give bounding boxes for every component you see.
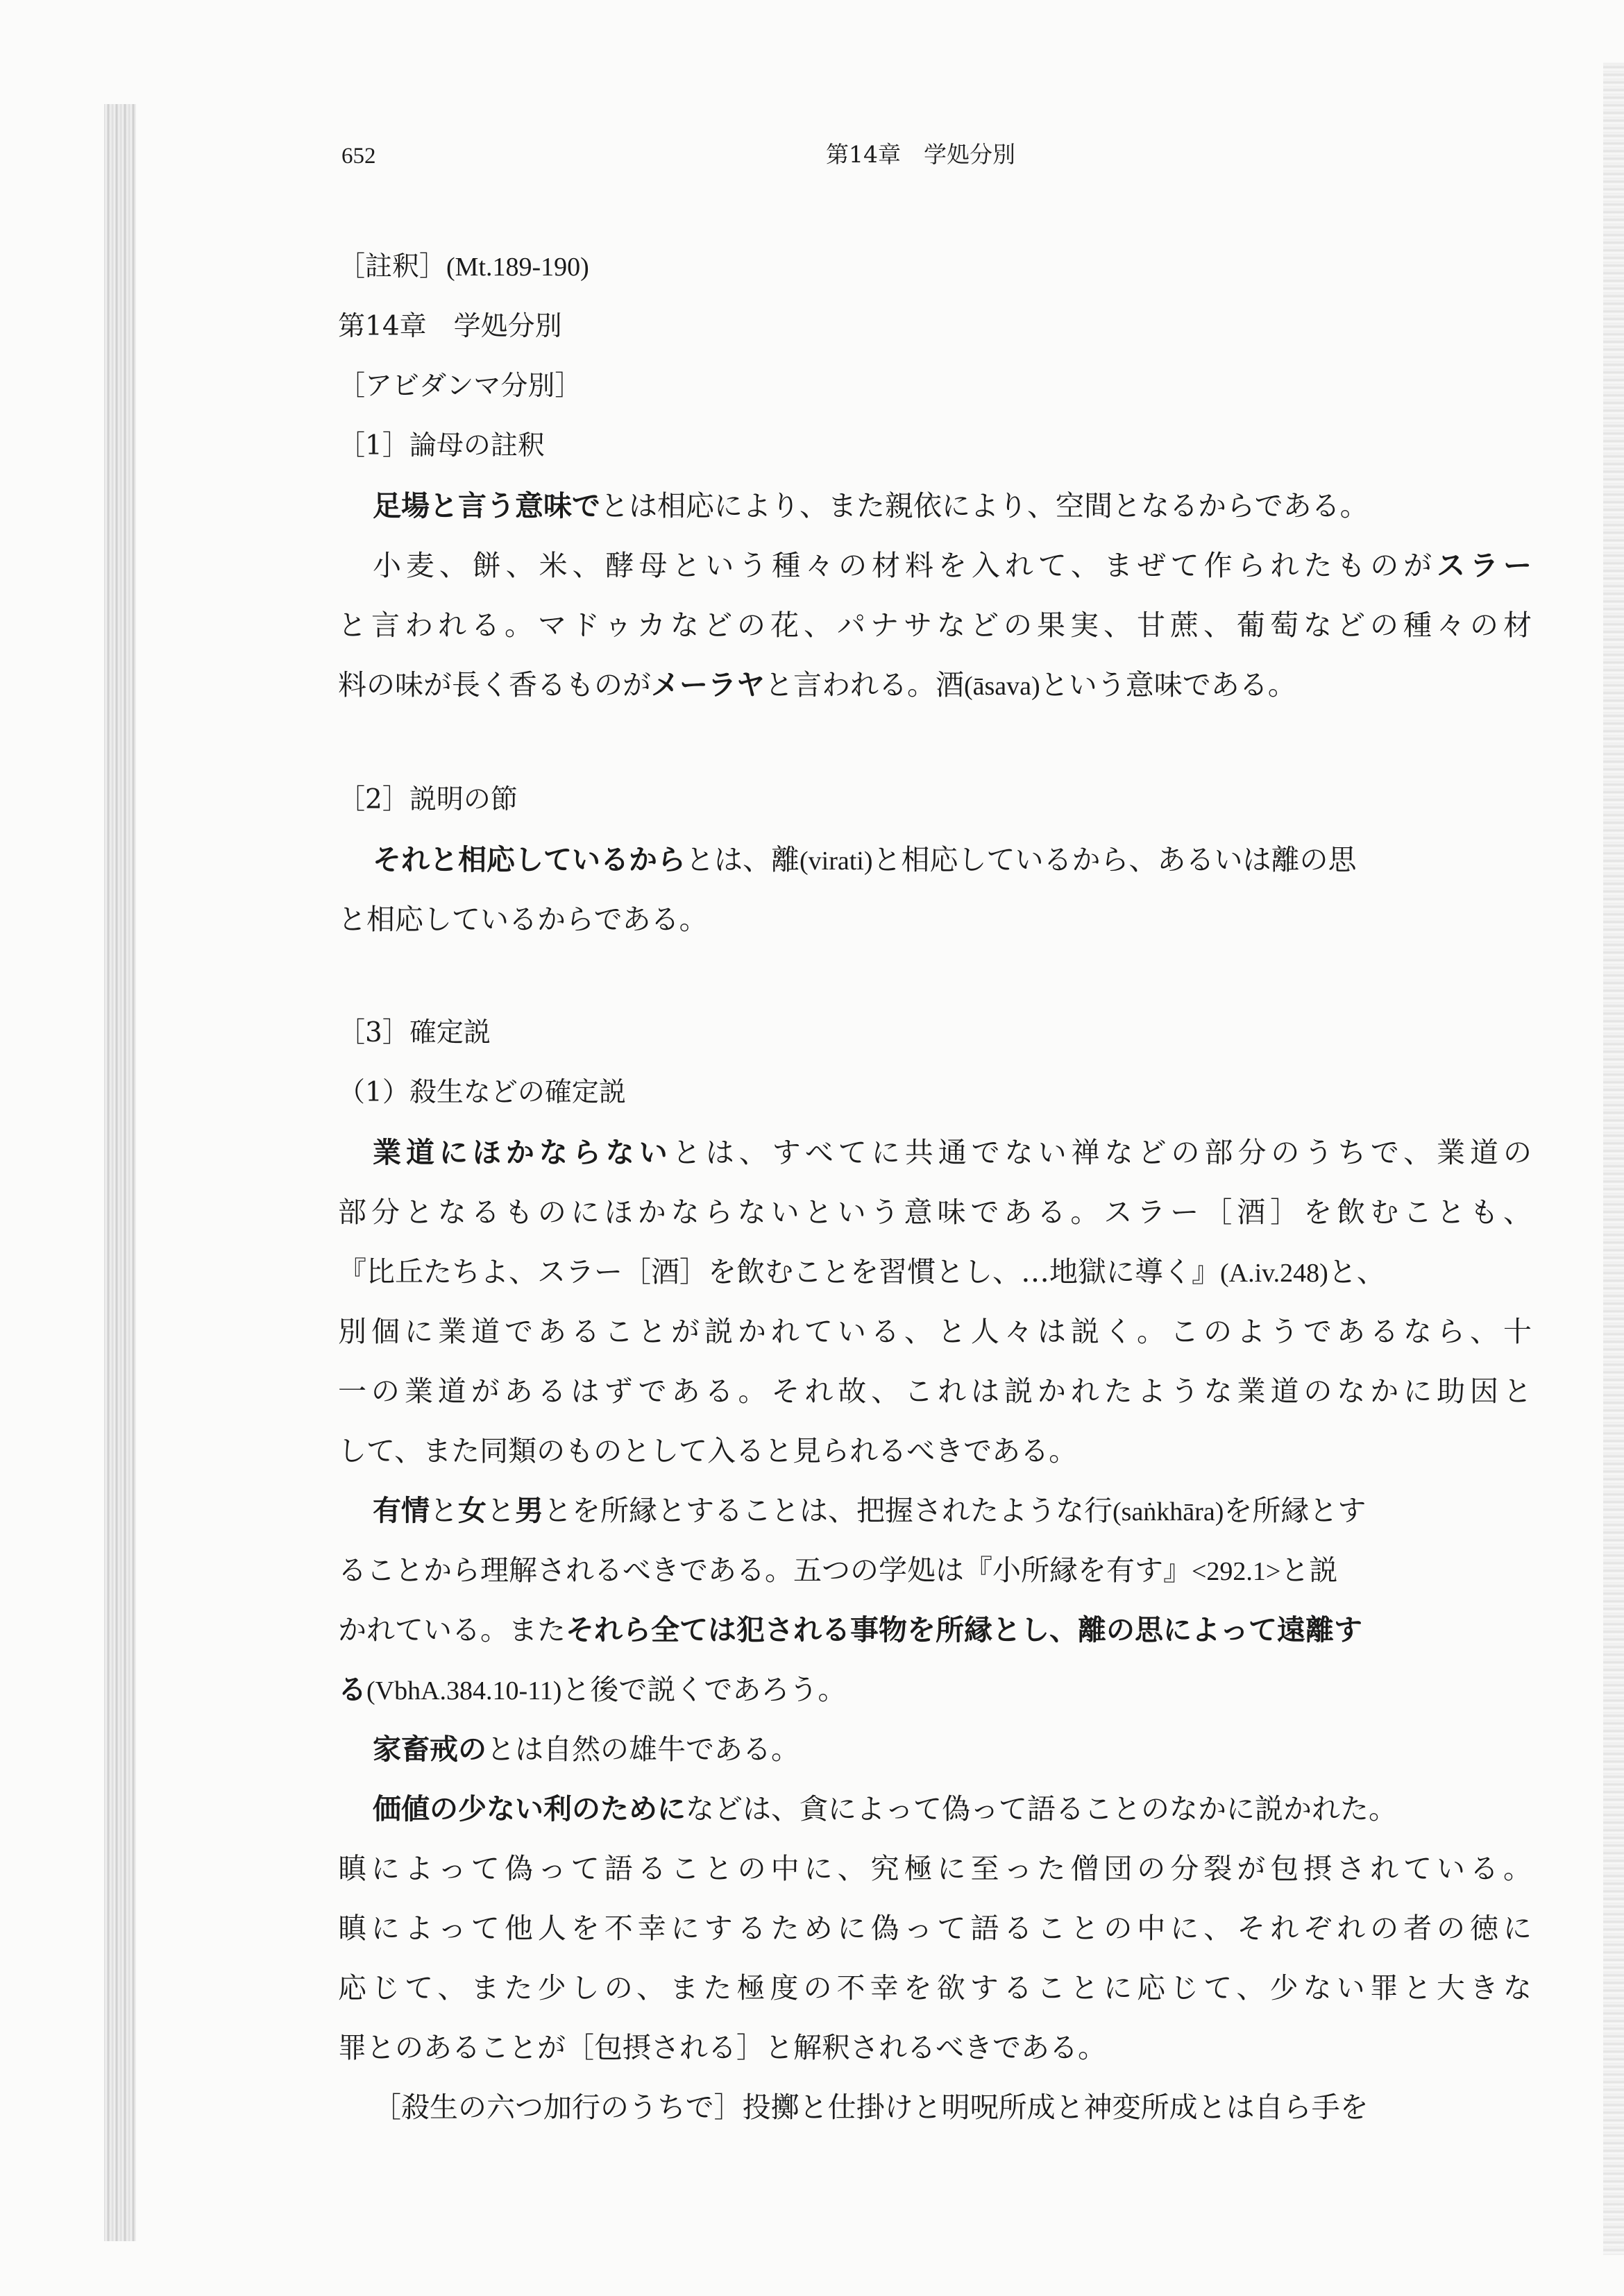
section2-heading: ［2］説明の節 bbox=[338, 784, 518, 815]
section3-para4-line1: 価値の少ない利のためになどは、貪によって偽って語ることのなかに説かれた。 bbox=[373, 1792, 1397, 1826]
section3-para1-line3: 『比丘たちよ、スラー［酒］を飲むことを習慣とし、…地獄に導く』(A.iv.248)と、 bbox=[338, 1255, 1385, 1289]
chapter-heading: 第14章 学処分別 bbox=[338, 311, 562, 342]
term: 業道にほかならない bbox=[373, 1136, 673, 1169]
term: スラー bbox=[1437, 549, 1532, 582]
section3-para1-line6: して、また同類のものとして入ると見られるべきである。 bbox=[338, 1434, 1078, 1468]
section1-para2-line2: と言われる。マドゥカなどの花、パナサなどの果実、甘蔗、葡萄などの種々の材 bbox=[338, 609, 1532, 642]
section3-para3: 家畜戒のとは自然の雄牛である。 bbox=[373, 1733, 800, 1766]
section1-heading: ［1］論母の註釈 bbox=[338, 430, 545, 461]
term: 男 bbox=[515, 1494, 543, 1527]
annotation-title bbox=[338, 237, 1532, 297]
section3-para1-line1: 業道にほかならないとは、すべてに共通でない禅などの部分のうちで、業道の bbox=[373, 1136, 1532, 1169]
term: 足場と言う意味で bbox=[373, 489, 600, 522]
section2-para1-line2: と相応しているからである。 bbox=[338, 903, 708, 936]
page-body bbox=[338, 237, 1532, 2137]
section3-heading: ［3］確定説 bbox=[338, 1017, 491, 1048]
section3-para2-line3: かれている。またそれら全ては犯される事物を所縁とし、離の思によって遠離す bbox=[338, 1613, 1362, 1647]
term: 家畜戒の bbox=[373, 1733, 487, 1766]
term: それら全ては犯される事物を所縁とし、離の思によって遠離す bbox=[566, 1613, 1362, 1647]
term: 有情 bbox=[373, 1494, 430, 1527]
term: メーラヤ bbox=[651, 668, 765, 701]
section1-para2-line1: 小麦、餅、米、酵母という種々の材料を入れて、まぜて作られたものがスラー bbox=[373, 549, 1532, 582]
term: る bbox=[338, 1673, 366, 1706]
term: それと相応しているから bbox=[373, 843, 686, 876]
section3-sub1-heading: （1）殺生などの確定説 bbox=[338, 1077, 626, 1108]
annotation-label: ［註釈］ bbox=[338, 251, 447, 282]
section3-para5-line1: ［殺生の六つ加行のうちで］投擲と仕掛けと明呪所成と神変所成とは自ら手を bbox=[373, 2091, 1369, 2124]
section1-para1: 足場と言う意味でとは相応により、また親依により、空間となるからである。 bbox=[373, 489, 1369, 522]
abhidhamma-heading: ［アビダンマ分別］ bbox=[338, 371, 582, 402]
section3-para2-line1: 有情と女と男とを所縁とすることは、把握されたような行(saṅkhāra)を所縁とす bbox=[373, 1494, 1367, 1527]
section3-para4-line5: 罪とのあることが［包摂される］と解釈されるべきである。 bbox=[338, 2031, 1106, 2064]
scan-edge-shadow bbox=[1603, 62, 1624, 2255]
scan-binding-shadow bbox=[104, 104, 136, 2241]
section3-para4-line3: 瞋によって他人を不幸にするために偽って語ることの中に、それぞれの者の徳に bbox=[338, 1912, 1532, 1945]
section3-para2-line4: る(VbhA.384.10-11)と後で説くであろう。 bbox=[338, 1673, 847, 1706]
spacer bbox=[338, 715, 1532, 770]
section3-para1-line2: 部分となるものにほかならないという意味である。スラー［酒］を飲むことも、 bbox=[338, 1196, 1532, 1229]
spacer bbox=[338, 949, 1532, 1003]
section3-para2-line2: ることから理解されるべきである。五つの学処は『小所縁を有す』<292.1>と説 bbox=[338, 1554, 1338, 1587]
section2-para1-line1: それと相応しているからとは、離(virati)と相応しているから、あるいは離の思 bbox=[373, 843, 1357, 876]
page-number: 652 bbox=[341, 144, 376, 169]
section1-para2-line3: 料の味が長く香るものがメーラヤと言われる。酒(āsava)という意味である。 bbox=[338, 668, 1296, 701]
section3-para4-line2: 瞋によって偽って語ることの中に、究極に至った僧団の分裂が包摂されている。 bbox=[338, 1852, 1532, 1885]
section3-para1-line4: 別個に業道であることが説かれている、と人々は説く。このようであるなら、十 bbox=[338, 1315, 1532, 1348]
running-header: 第14章 学処分別 bbox=[826, 141, 1015, 168]
term: 価値の少ない利のために bbox=[373, 1792, 686, 1826]
annotation-ref: (Mt.189-190) bbox=[446, 253, 589, 282]
term: 女 bbox=[458, 1494, 487, 1527]
section3-para4-line4: 応じて、また少しの、また極度の不幸を欲することに応じて、少ない罪と大きな bbox=[338, 1971, 1532, 2005]
section3-para1-line5: 一の業道があるはずである。それ故、これは説かれたような業道のなかに助因と bbox=[338, 1375, 1532, 1408]
